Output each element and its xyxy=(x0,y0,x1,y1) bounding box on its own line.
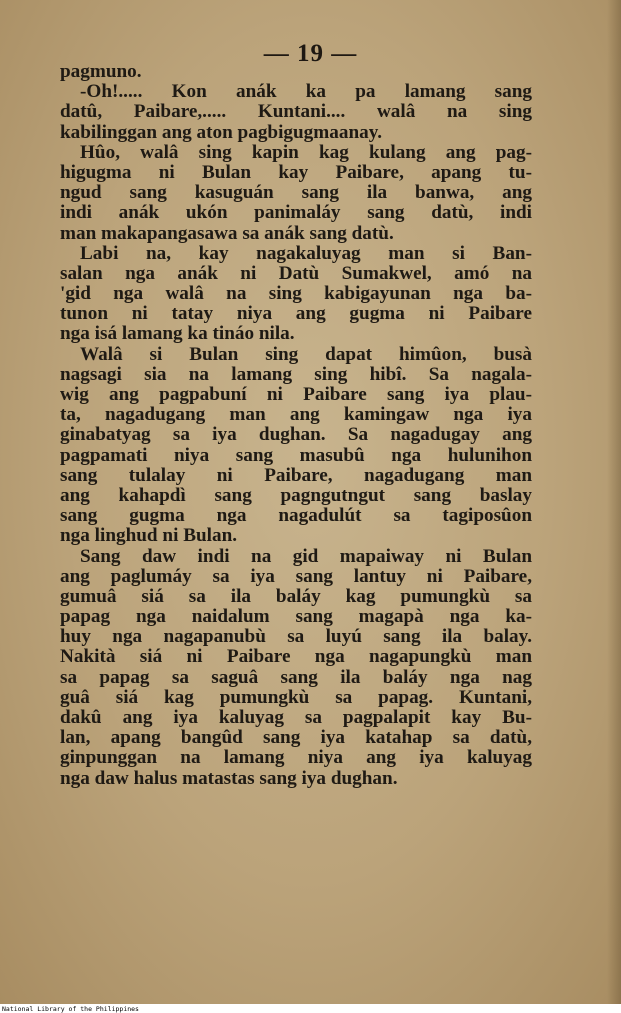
text-line: sang gugma nga nagadulút sa tagiposûon xyxy=(60,505,532,527)
text-line: datû, Paibare,..... Kuntani.... walâ na sing xyxy=(60,101,532,123)
paragraph xyxy=(60,547,532,789)
text-line: sa papag sa saguâ sang ila baláy nga nag xyxy=(60,666,532,688)
library-credit: National Library of the Philippines xyxy=(2,1005,139,1013)
text-line: kabilinggan ang aton pagbigugmaanay. xyxy=(60,121,383,143)
paragraph xyxy=(60,143,532,244)
text-line: ginpunggan na lamang niya ang iya kaluyag xyxy=(60,747,532,769)
text-line: nagsagi sia na lamang sing hibî. Sa nagala- xyxy=(60,363,532,385)
text-line: ginabatyag sa iya dughan. Sa nagadugay ang xyxy=(60,424,532,446)
paragraph xyxy=(60,345,532,547)
page-text xyxy=(60,62,532,789)
text-line: Hûo, walâ sing kapin kag kulang ang pag- xyxy=(80,141,532,163)
text-line: higugma ni Bulan kay Paibare, apang tu- xyxy=(60,161,532,183)
page-edge-shadow xyxy=(607,0,621,1004)
text-line: huy nga nagapanubù sa luyú sang ila balay. xyxy=(60,626,532,648)
text-line: pagmuno. xyxy=(60,61,142,82)
text-line: ang kahapdì sang pagngutngut sang baslay xyxy=(60,484,532,506)
text-line: gumuâ siá sa ila baláy kag pumungkù sa xyxy=(60,585,532,607)
text-line: guâ siá kag pumungkù sa papag. Kuntani, xyxy=(60,686,532,708)
text-line: Sang daw indi na gid mapaiway ni Bulan xyxy=(80,545,532,567)
text-line: Walâ si Bulan sing dapat himûon, busà xyxy=(80,343,532,365)
text-line: nga isá lamang ka tináo nila. xyxy=(60,323,295,345)
text-line: nga daw halus matastas sang iya dughan. xyxy=(60,767,398,789)
text-line: ta, nagadugang man ang kamingaw nga iya xyxy=(60,404,532,426)
text-line: 'gid nga walâ na sing kabigayunan nga ba- xyxy=(60,283,532,305)
text-line: wig ang pagpabuní ni Paibare sang iya plau- xyxy=(60,384,532,405)
paragraph xyxy=(60,62,532,82)
text-line: nga linghud ni Bulan. xyxy=(60,525,238,547)
text-line: ngud sang kasuguán sang ila banwa, ang xyxy=(60,182,532,204)
text-line: sang tulalay ni Paibare, nagadugang man xyxy=(60,464,532,486)
text-line: Labi na, kay nagakaluyag man si Ban- xyxy=(80,242,532,264)
text-line: ang paglumáy sa iya sang lantuy ni Paibare, xyxy=(60,565,532,587)
text-line: pagpamati niya sang masubû nga hulunihon xyxy=(60,444,532,466)
text-line: salan nga anák ni Datù Sumakwel, amó na xyxy=(60,262,532,284)
text-line: tunon ni tatay niya ang gugma ni Paibare xyxy=(60,303,532,325)
text-line: Nakità siá ni Paibare nga nagapungkù man xyxy=(60,646,532,668)
text-line: indi anák ukón panimaláy sang datù, indi xyxy=(60,202,532,224)
text-line: dakû ang iya kaluyag sa pagpalapit kay Bu- xyxy=(60,707,532,728)
text-line: papag nga naidalum sang magapà nga ka- xyxy=(60,606,532,628)
text-line: lan, apang bangûd sang iya katahap sa datù, xyxy=(60,727,532,749)
paragraph xyxy=(60,244,532,345)
page-number: — 19 — xyxy=(263,40,358,67)
text-line: -Oh!..... Kon anák ka pa lamang sang xyxy=(80,81,532,103)
paragraph xyxy=(60,82,532,143)
text-line: man makapangasawa sa anák sang datù. xyxy=(60,222,394,244)
